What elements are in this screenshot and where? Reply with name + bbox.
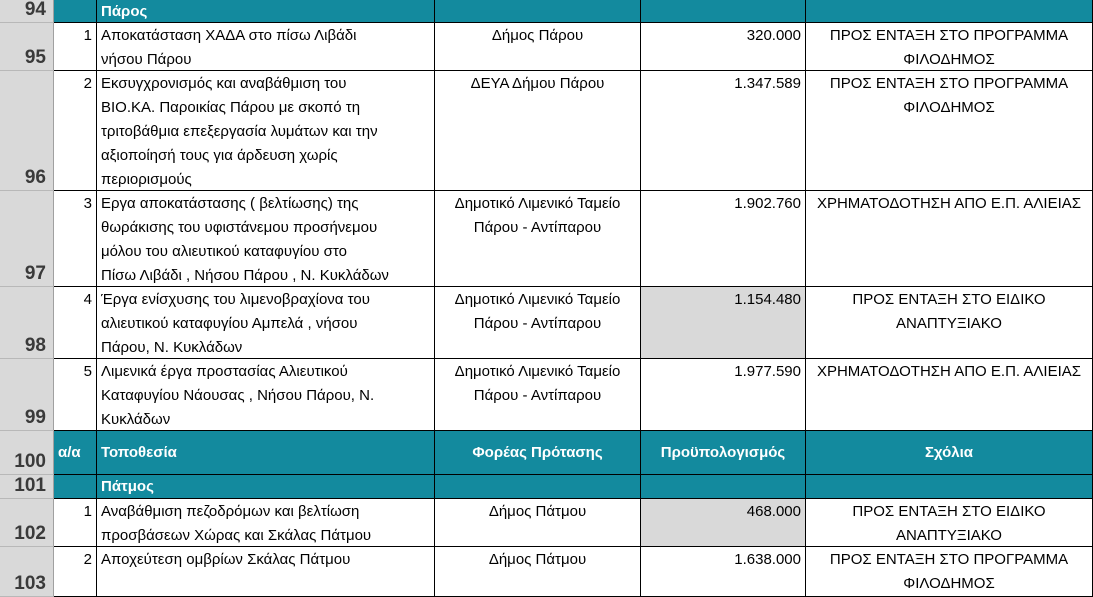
header-aa[interactable]: α/α (54, 431, 97, 475)
cell-budget[interactable]: 1.154.480 (641, 287, 806, 359)
cell-location[interactable]: Εκσυγχρονισμός και αναβάθμιση του ΒΙΟ.ΚΑ. Παροικίας Πάρου με σκοπό τη τριτοβάθμια επεξεργασία λυμάτων και την αξιοποίησή τους για άρδευση χωρίς περιορισμούς (97, 71, 435, 191)
cell-comments[interactable]: ΧΡΗΜΑΤΟΔΟΤΗΣΗ ΑΠΟ Ε.Π. ΑΛΙΕΙΑΣ (806, 359, 1093, 431)
cell-comments[interactable]: ΠΡΟΣ ΕΝΤΑΞΗ ΣΤΟ ΕΙΔΙΚΟ ΑΝΑΠΤΥΞΙΑΚΟ (806, 287, 1093, 359)
cell-agency[interactable]: ΔΕΥΑ Δήμου Πάρου (435, 71, 641, 191)
cell-agency[interactable]: Δήμος Πάτμου (435, 499, 641, 547)
row-number[interactable]: 101 (0, 475, 54, 499)
row-number[interactable]: 99 (0, 359, 54, 431)
section-title[interactable]: Πάτμος (97, 475, 435, 499)
row-number[interactable]: 102 (0, 499, 54, 547)
cell-agency[interactable]: Δημοτικό Λιμενικό Ταμείο Πάρου - Αντίπαρου (435, 287, 641, 359)
section-cell-empty[interactable] (641, 475, 806, 499)
cell-comments[interactable]: ΠΡΟΣ ΕΝΤΑΞΗ ΣΤΟ ΠΡΟΓΡΑΜΜΑ ΦΙΛΟΔΗΜΟΣ (806, 547, 1093, 597)
section-cell-empty[interactable] (806, 0, 1093, 23)
cell-comments[interactable]: ΧΡΗΜΑΤΟΔΟΤΗΣΗ ΑΠΟ Ε.Π. ΑΛΙΕΙΑΣ (806, 191, 1093, 287)
row-number[interactable]: 96 (0, 71, 54, 191)
cell-agency[interactable]: Δήμος Πάτμου (435, 547, 641, 597)
cell-location[interactable]: Αποκατάσταση ΧΑΔΑ στο πίσω Λιβάδι νήσου Πάρου (97, 23, 435, 71)
cell-agency[interactable]: Δημοτικό Λιμενικό Ταμείο Πάρου - Αντίπαρου (435, 359, 641, 431)
cell-location[interactable]: Λιμενικά έργα προστασίας Αλιευτικού Καταφυγίου Νάουσας , Νήσου Πάρου, Ν. Κυκλάδων (97, 359, 435, 431)
cell-index[interactable]: 1 (54, 499, 97, 547)
header-budget[interactable]: Προϋπολογισμός (641, 431, 806, 475)
header-agency[interactable]: Φορέας Πρότασης (435, 431, 641, 475)
cell-location[interactable]: Αναβάθμιση πεζοδρόμων και βελτίωση προσβάσεων Χώρας και Σκάλας Πάτμου (97, 499, 435, 547)
cell-agency[interactable]: Δημοτικό Λιμενικό Ταμείο Πάρου - Αντίπαρου (435, 191, 641, 287)
header-location[interactable]: Τοποθεσία (97, 431, 435, 475)
cell-budget[interactable]: 468.000 (641, 499, 806, 547)
section-cell-empty[interactable] (806, 475, 1093, 499)
section-cell-empty[interactable] (54, 475, 97, 499)
row-number[interactable]: 94 (0, 0, 54, 23)
section-cell-empty[interactable] (435, 475, 641, 499)
cell-comments[interactable]: ΠΡΟΣ ΕΝΤΑΞΗ ΣΤΟ ΠΡΟΓΡΑΜΜΑ ΦΙΛΟΔΗΜΟΣ (806, 71, 1093, 191)
cell-index[interactable]: 1 (54, 23, 97, 71)
cell-index[interactable]: 4 (54, 287, 97, 359)
cell-index[interactable]: 2 (54, 71, 97, 191)
cell-budget[interactable]: 1.902.760 (641, 191, 806, 287)
row-number[interactable]: 97 (0, 191, 54, 287)
row-number[interactable]: 103 (0, 547, 54, 597)
row-number[interactable]: 98 (0, 287, 54, 359)
section-cell-empty[interactable] (641, 0, 806, 23)
cell-comments[interactable]: ΠΡΟΣ ΕΝΤΑΞΗ ΣΤΟ ΕΙΔΙΚΟ ΑΝΑΠΤΥΞΙΑΚΟ (806, 499, 1093, 547)
cell-agency[interactable]: Δήμος Πάρου (435, 23, 641, 71)
section-cell-empty[interactable] (54, 0, 97, 23)
row-number[interactable]: 95 (0, 23, 54, 71)
section-title[interactable]: Πάρος (97, 0, 435, 23)
row-number[interactable]: 100 (0, 431, 54, 475)
cell-location[interactable]: Αποχεύτεση ομβρίων Σκάλας Πάτμου (97, 547, 435, 597)
cell-index[interactable]: 2 (54, 547, 97, 597)
cell-budget[interactable]: 320.000 (641, 23, 806, 71)
section-cell-empty[interactable] (435, 0, 641, 23)
header-comments[interactable]: Σχόλια (806, 431, 1093, 475)
cell-index[interactable]: 3 (54, 191, 97, 287)
cell-index[interactable]: 5 (54, 359, 97, 431)
cell-location[interactable]: Εργα αποκατάστασης ( βελτίωσης) της θωράκισης του υφιστάνεμου προσήνεμου μόλου του αλιευτικού καταφυγίου στο Πίσω Λιβάδι , Νήσου Πάρου , Ν. Κυκλάδων (97, 191, 435, 287)
cell-budget[interactable]: 1.977.590 (641, 359, 806, 431)
cell-location[interactable]: Έργα ενίσχυσης του λιμενοβραχίονα του αλιευτικού καταφυγίου Αμπελά , νήσου Πάρου, Ν. Κυκλάδων (97, 287, 435, 359)
cell-budget[interactable]: 1.638.000 (641, 547, 806, 597)
cell-budget[interactable]: 1.347.589 (641, 71, 806, 191)
cell-comments[interactable]: ΠΡΟΣ ΕΝΤΑΞΗ ΣΤΟ ΠΡΟΓΡΑΜΜΑ ΦΙΛΟΔΗΜΟΣ (806, 23, 1093, 71)
